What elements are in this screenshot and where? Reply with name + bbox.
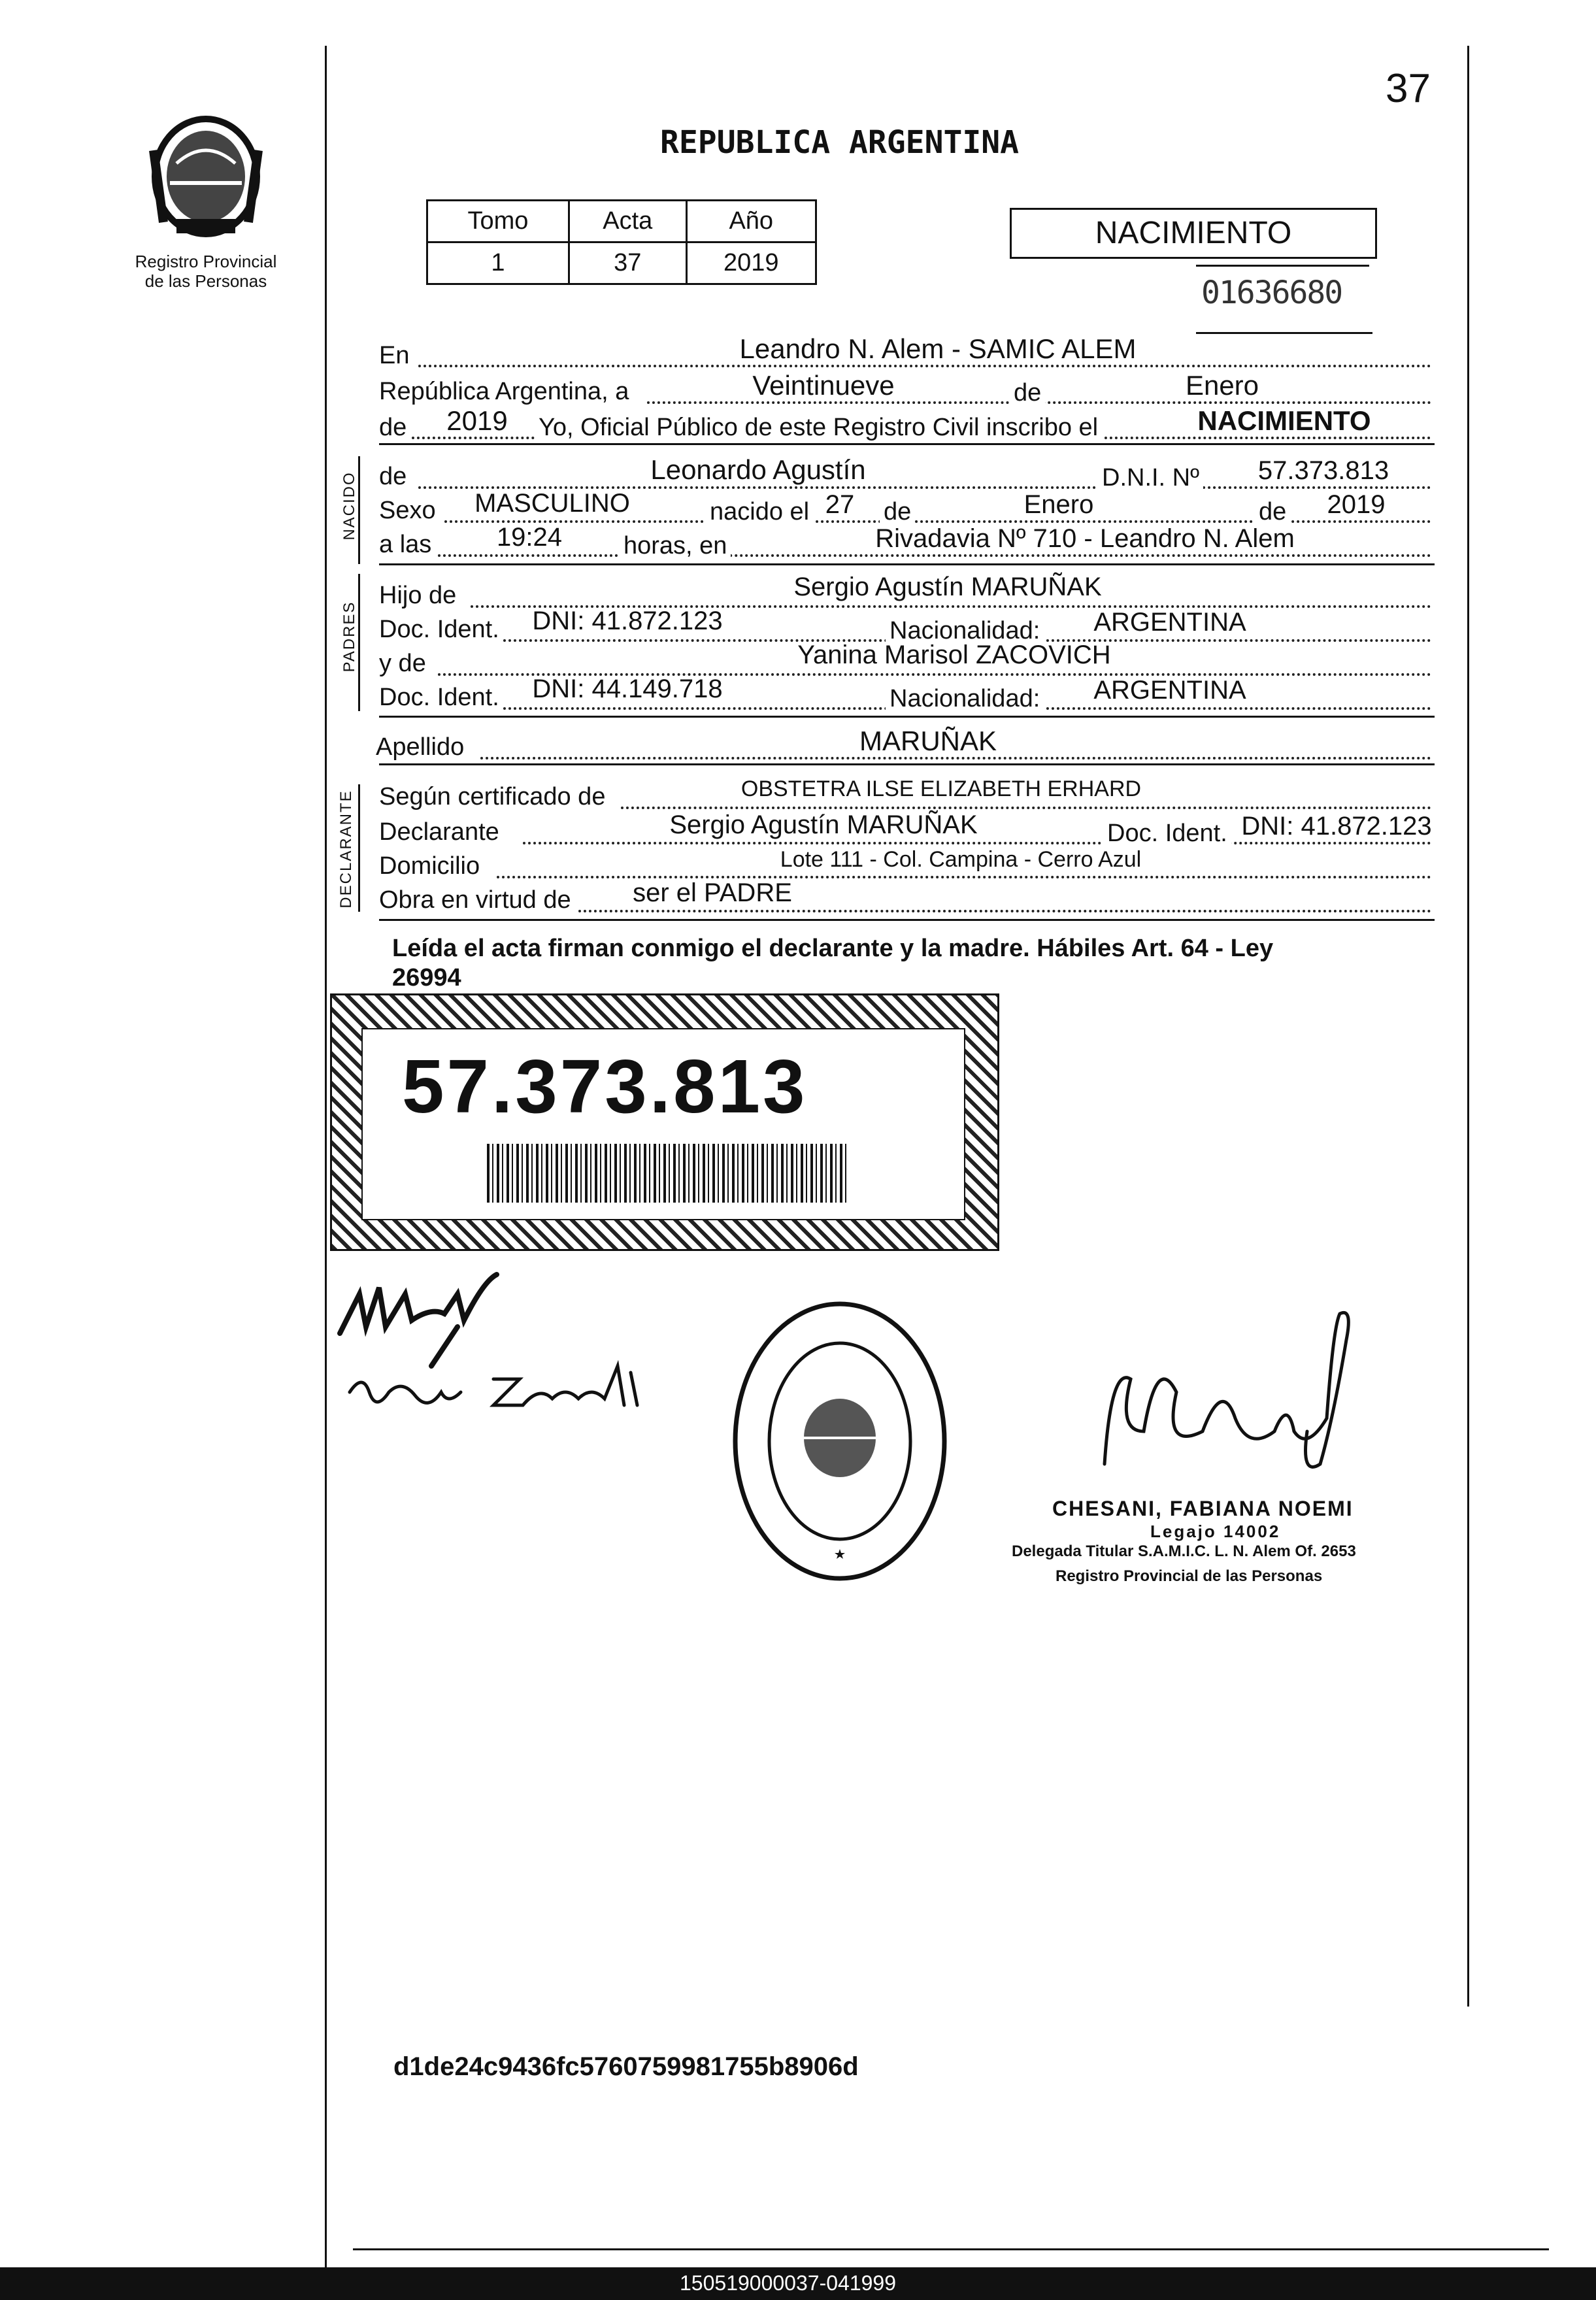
declarante-value: Sergio Agustín MARUÑAK xyxy=(669,810,978,839)
ano-value: 2019 xyxy=(686,242,816,284)
intro-separator xyxy=(379,443,1435,445)
month-value: Enero xyxy=(1185,370,1259,401)
tomo-value: 1 xyxy=(427,242,569,284)
declarante-doc-value: DNI: 41.872.123 xyxy=(1241,812,1432,841)
nacido-de2-label: de xyxy=(880,498,915,526)
segun-label: Según certificado de xyxy=(379,783,606,810)
nacido-de3-label: de xyxy=(1255,498,1290,526)
y-de-label: y de xyxy=(379,650,426,677)
segun-value: OBSTETRA ILSE ELIZABETH ERHARD xyxy=(740,776,1142,801)
closing-text-line2: 26994 xyxy=(392,964,461,992)
en-dotline xyxy=(418,365,1431,367)
birth-place-value: Rivadavia Nº 710 - Leandro N. Alem xyxy=(875,524,1295,553)
tomo-acta-ano-table xyxy=(426,199,817,285)
dni-sticker xyxy=(330,993,999,1251)
birth-day-value: 27 xyxy=(825,490,855,519)
declarante-label: Declarante xyxy=(379,818,499,846)
page-number: 37 xyxy=(1386,66,1431,111)
serial-number: 01636680 xyxy=(1201,275,1342,311)
registry-name-line2: de las Personas xyxy=(144,271,267,291)
time-dotline xyxy=(438,554,1431,557)
nacido-separator xyxy=(379,563,1435,565)
day-value: Veintinueve xyxy=(752,370,895,401)
left-margin-line xyxy=(325,46,327,2268)
declarante-doc-label: Doc. Ident. xyxy=(1103,820,1231,848)
mother-doc-value: DNI: 44.149.718 xyxy=(532,675,723,703)
padres-section-label: PADRES xyxy=(341,601,358,673)
father-name-value: Sergio Agustín MARUÑAK xyxy=(793,573,1102,601)
republica-label: República Argentina, a xyxy=(379,378,629,405)
obra-dotline xyxy=(578,910,1431,912)
ano-header: Año xyxy=(686,201,816,242)
de-label: de xyxy=(1010,379,1045,407)
footer-bar xyxy=(0,2267,1596,2300)
declarante-bracket xyxy=(358,784,360,912)
right-margin-line xyxy=(1467,46,1469,2007)
obra-label: Obra en virtud de xyxy=(379,886,571,914)
mother-signature xyxy=(343,1353,650,1425)
father-nac-value: ARGENTINA xyxy=(1093,608,1246,637)
official-role: Delegada Titular S.A.M.I.C. L. N. Alem Of. 2653 xyxy=(1012,1542,1356,1560)
registry-name-line1: Registro Provincial xyxy=(135,252,277,271)
sexo-label: Sexo xyxy=(379,497,436,524)
a-las-label: a las xyxy=(379,531,432,558)
domicilio-value: Lote 111 - Col. Campina - Cerro Azul xyxy=(780,847,1142,872)
apellido-dotline xyxy=(480,757,1431,759)
mother-name-value: Yanina Marisol ZACOVICH xyxy=(797,641,1111,669)
footer-code: 150519000037-041999 xyxy=(680,2271,896,2295)
apellido-label: Apellido xyxy=(376,733,465,761)
barcode xyxy=(487,1144,846,1203)
bottom-scan-line xyxy=(353,2248,1549,2250)
domicilio-label: Domicilio xyxy=(379,852,480,880)
mother-nac-value: ARGENTINA xyxy=(1093,676,1246,705)
official-registry: Registro Provincial de las Personas xyxy=(1056,1567,1323,1585)
act-value: NACIMIENTO xyxy=(1197,405,1371,436)
birth-time-value: 19:24 xyxy=(496,523,563,552)
hijo-de-label: Hijo de xyxy=(379,582,457,609)
year-value: 2019 xyxy=(446,405,508,436)
child-name-value: Leonardo Agustín xyxy=(650,454,866,485)
declarante-section-label: DECLARANTE xyxy=(337,790,355,908)
official-name: CHESANI, FABIANA NOEMI xyxy=(1052,1497,1354,1520)
horas-label: horas, en xyxy=(620,532,731,560)
segun-dotline xyxy=(621,807,1431,809)
official-legajo: Legajo 14002 xyxy=(1150,1522,1281,1541)
province-seal-logo xyxy=(141,111,271,242)
acta-header: Acta xyxy=(569,201,686,242)
dni-sticker-panel xyxy=(361,1028,965,1220)
official-signature xyxy=(1091,1301,1366,1497)
nacido-el-label: nacido el xyxy=(706,498,813,526)
dni-label: D.N.I. Nº xyxy=(1098,464,1203,492)
de2-label: de xyxy=(379,414,407,441)
apellido-separator xyxy=(379,763,1435,765)
declarante-dotline xyxy=(523,842,1431,844)
nacido-de-label: de xyxy=(379,463,407,490)
obra-value: ser el PADRE xyxy=(633,878,792,907)
nacido-section-label: NACIDO xyxy=(341,471,358,541)
act-type-box: NACIMIENTO xyxy=(1010,208,1377,259)
document-title: REPUBLICA ARGENTINA xyxy=(660,124,1020,161)
closing-text-line1: Leída el acta firman conmigo el declarante y la madre. Hábiles Art. 64 - Ley xyxy=(392,935,1274,962)
mother-doc-label: Doc. Ident. xyxy=(379,684,499,711)
father-doc-value: DNI: 41.872.123 xyxy=(532,607,723,635)
father-nac-label: Nacionalidad: xyxy=(886,617,1044,645)
padres-separator xyxy=(379,716,1435,718)
birth-year-value: 2019 xyxy=(1327,490,1386,519)
birth-month-value: Enero xyxy=(1023,490,1094,519)
en-label: En xyxy=(379,342,410,369)
tomo-header: Tomo xyxy=(427,201,569,242)
officer-text: Yo, Oficial Público de este Registro Civil inscribo el xyxy=(535,414,1102,442)
mother-nac-label: Nacionalidad: xyxy=(886,685,1044,713)
child-dni-value: 57.373.813 xyxy=(1257,456,1389,485)
serial-rule xyxy=(1196,265,1369,267)
apellido-value: MARUÑAK xyxy=(859,725,997,756)
sexo-value: MASCULINO xyxy=(474,489,630,518)
en-value: Leandro N. Alem - SAMIC ALEM xyxy=(739,333,1137,364)
acta-value: 37 xyxy=(569,242,686,284)
registry-stamp xyxy=(729,1297,951,1585)
document-hash: d1de24c9436fc5760759981755b8906d xyxy=(393,2052,859,2081)
declarante-separator xyxy=(379,919,1435,921)
dni-sticker-number: 57.373.813 xyxy=(402,1044,808,1129)
father-doc-label: Doc. Ident. xyxy=(379,616,499,643)
serial-underline xyxy=(1196,332,1372,334)
